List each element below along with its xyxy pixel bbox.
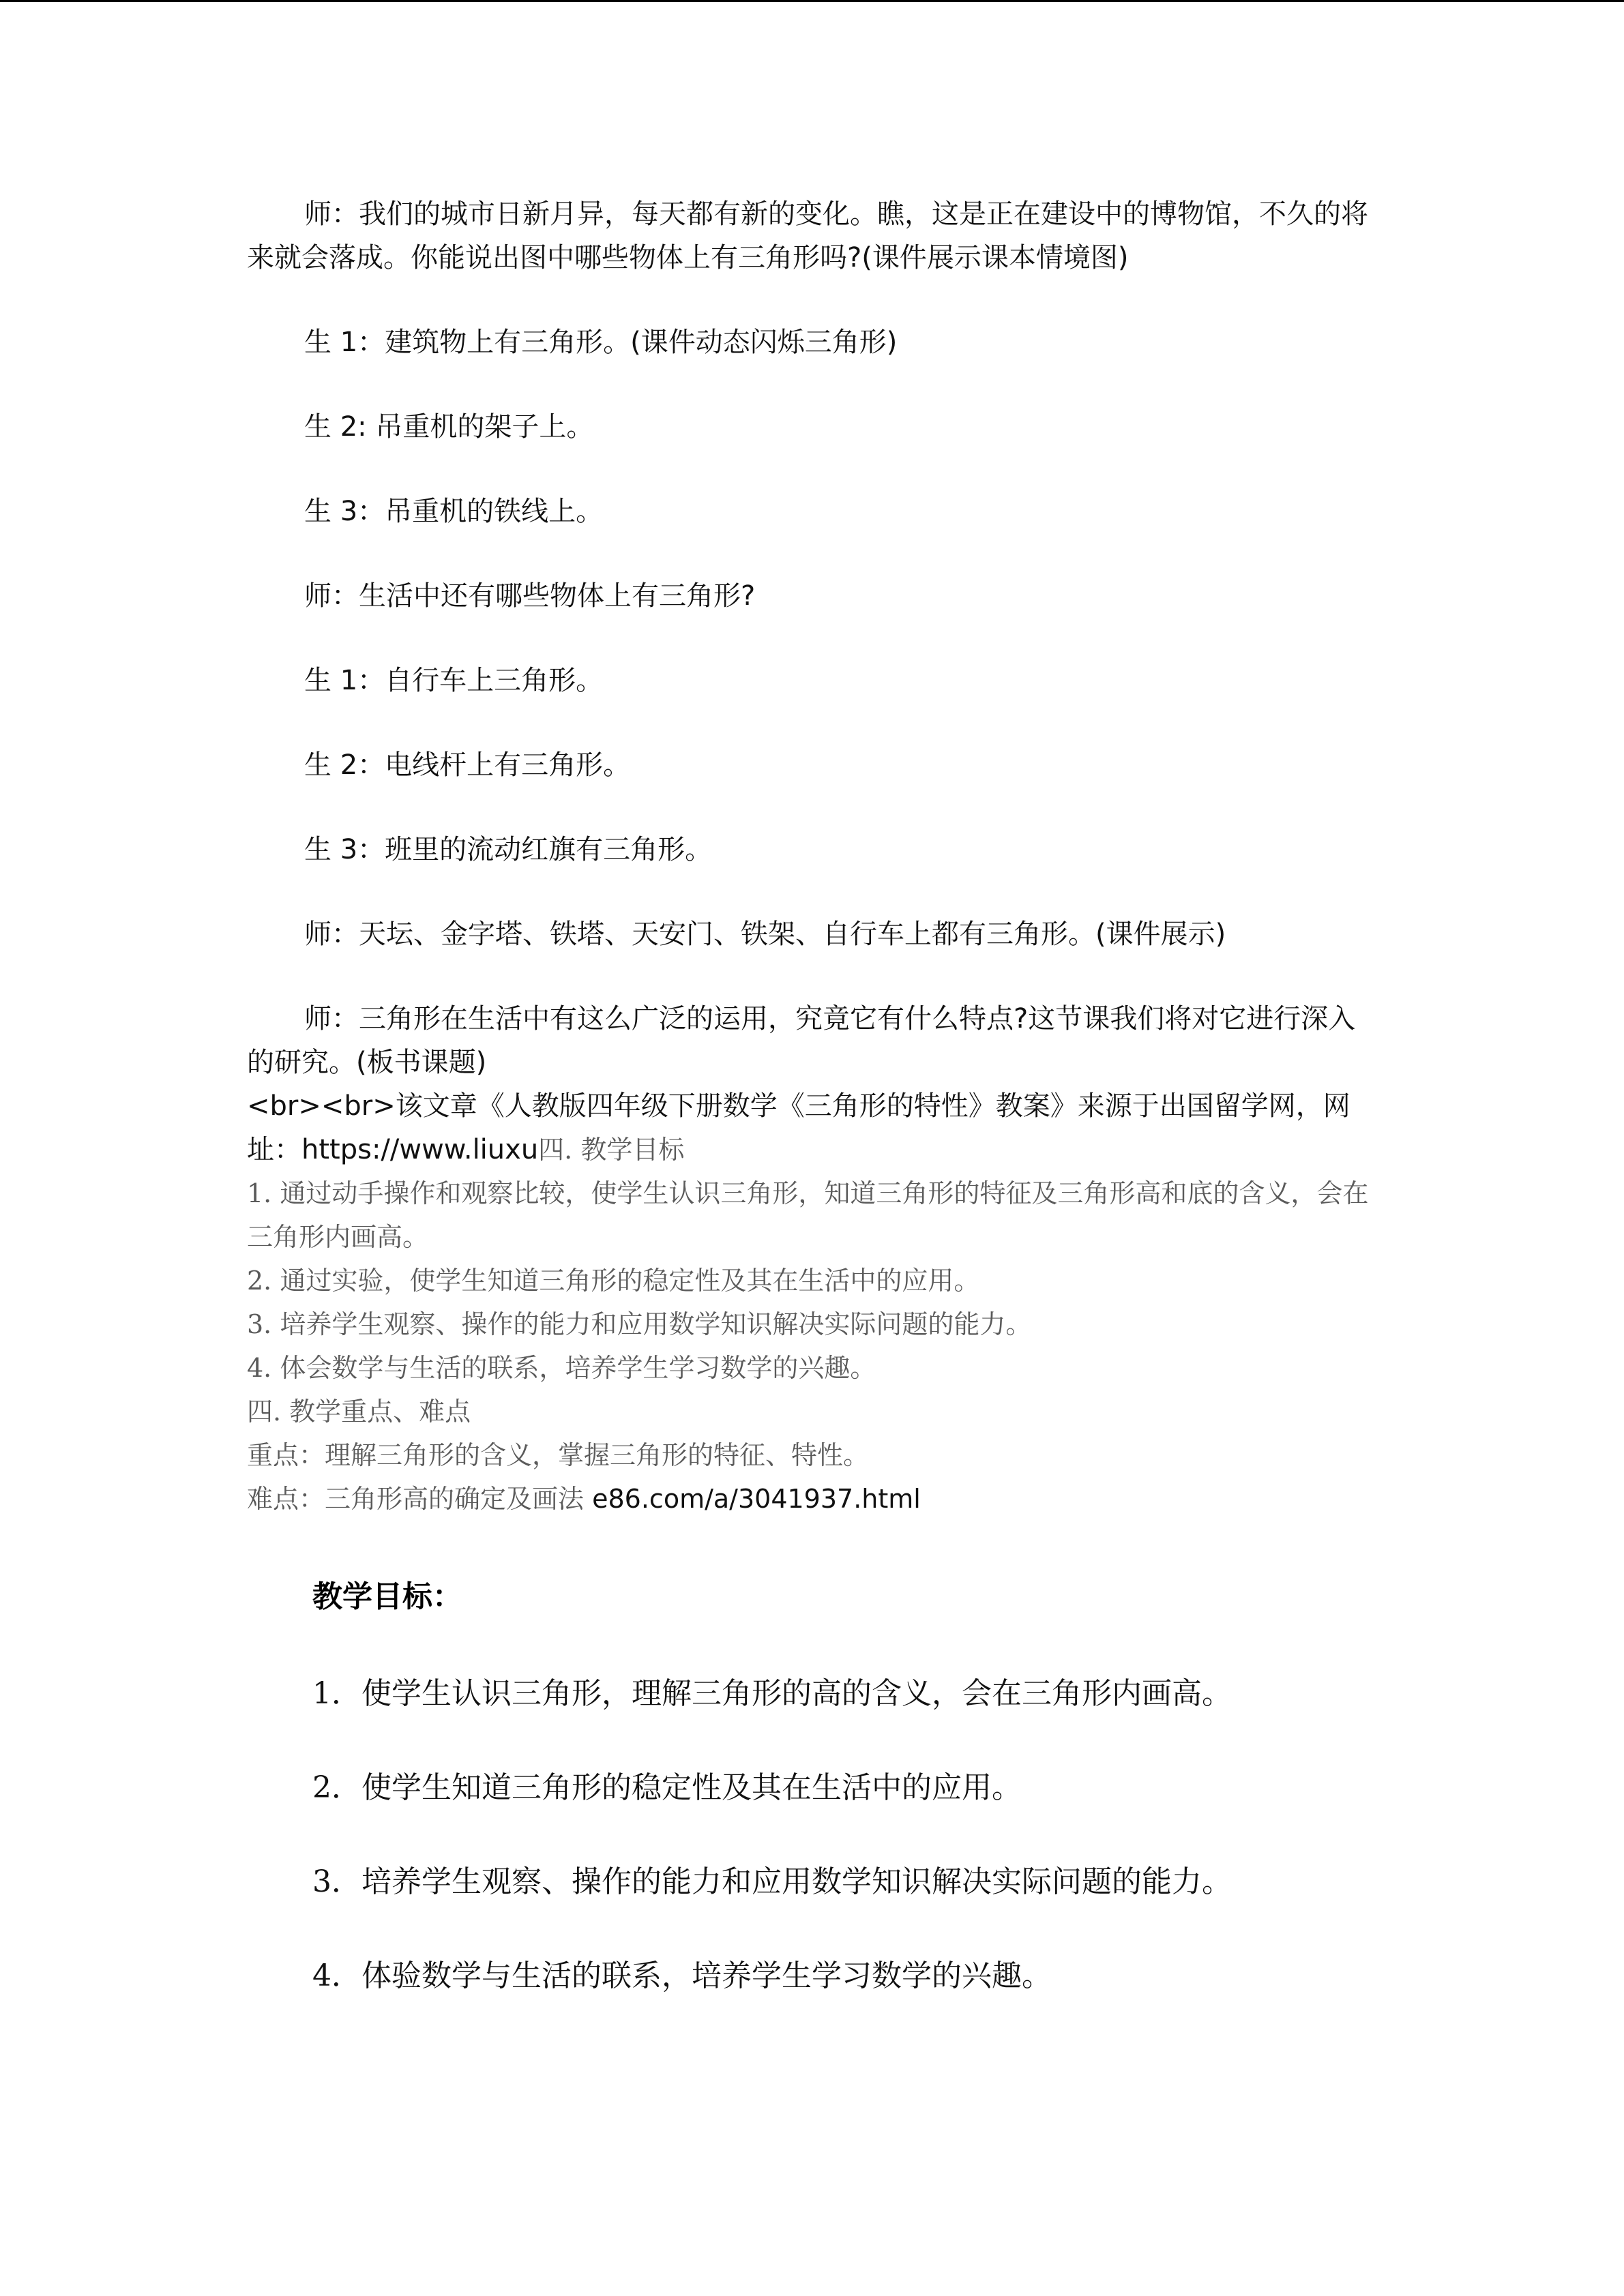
dialogue-teacher-examples: 师：天坛、金字塔、铁塔、天安门、铁架、自行车上都有三角形。(课件展示) (304, 919, 1226, 950)
page-top-border (0, 0, 1624, 2)
document-page (247, 192, 1379, 1998)
key-points-heading: 四. 教学重点、难点 (247, 1397, 471, 1427)
source-note-suffix: 四. 教学目标 (538, 1135, 685, 1165)
dialogue-student-2b: 生 2：电线杆上有三角形。 (304, 749, 631, 781)
key-points-focus: 重点：理解三角形的含义，掌握三角形的特征、特性。 (247, 1440, 870, 1470)
goal-item: 3．培养学生观察、操作的能力和应用数学知识解决实际问题的能力。 (312, 1864, 1232, 1899)
dialogue-teacher-intro: 师：我们的城市日新月异，每天都有新的变化。瞧，这是正在建设中的博物馆，不久的将来就会落成。你能说出图中哪些物体上有三角形吗?(课件展示课本情境图) (247, 198, 1368, 273)
goal-item: 2．使学生知道三角形的稳定性及其在生活中的应用。 (312, 1770, 1022, 1805)
source-note (247, 1084, 1379, 1172)
dialogue-student-3: 生 3：吊重机的铁线上。 (304, 496, 604, 527)
objectives-small-list (247, 1172, 1379, 1521)
objective-small-item: 2. 通过实验，使学生知道三角形的稳定性及其在生活中的应用。 (247, 1266, 980, 1296)
objective-small-item: 1. 通过动手操作和观察比较，使学生认识三角形，知道三角形的特征及三角形高和底的含义，会在三角形内画高。 (247, 1178, 1369, 1252)
dialogue-student-1: 生 1：建筑物上有三角形。(课件动态闪烁三角形) (304, 327, 898, 358)
dialogue-teacher-question: 师：生活中还有哪些物体上有三角形? (304, 580, 756, 612)
key-points-difficulty (247, 1477, 1379, 1521)
difficulty-suffix: e86.com/a/3041937.html (592, 1484, 921, 1514)
goals-heading: 教学目标： (312, 1579, 462, 1614)
dialogue-student-1b: 生 1：自行车上三角形。 (304, 665, 604, 696)
objective-small-item: 4. 体会数学与生活的联系，培养学生学习数学的兴趣。 (247, 1353, 876, 1383)
goal-item: 1．使学生认识三角形，理解三角形的高的含义，会在三角形内画高。 (312, 1676, 1232, 1711)
source-note-text: <br><br>该文章《人教版四年级下册数学《三角形的特性》教案》来源于出国留学网，网址：https://www.liuxu (247, 1090, 1350, 1165)
difficulty-prefix: 难点：三角形高的确定及画法 (247, 1484, 585, 1514)
dialogue-student-3b: 生 3：班里的流动红旗有三角形。 (304, 834, 713, 865)
objective-small-item: 3. 培养学生观察、操作的能力和应用数学知识解决实际问题的能力。 (247, 1309, 1032, 1339)
goal-item: 4．体验数学与生活的联系，培养学生学习数学的兴趣。 (312, 1958, 1052, 1993)
dialogue-teacher-topic: 师：三角形在生活中有这么广泛的运用，究竟它有什么特点?这节课我们将对它进行深入的研究。(板书课题) (247, 1003, 1356, 1078)
dialogue-student-2: 生 2: 吊重机的架子上。 (304, 411, 594, 443)
